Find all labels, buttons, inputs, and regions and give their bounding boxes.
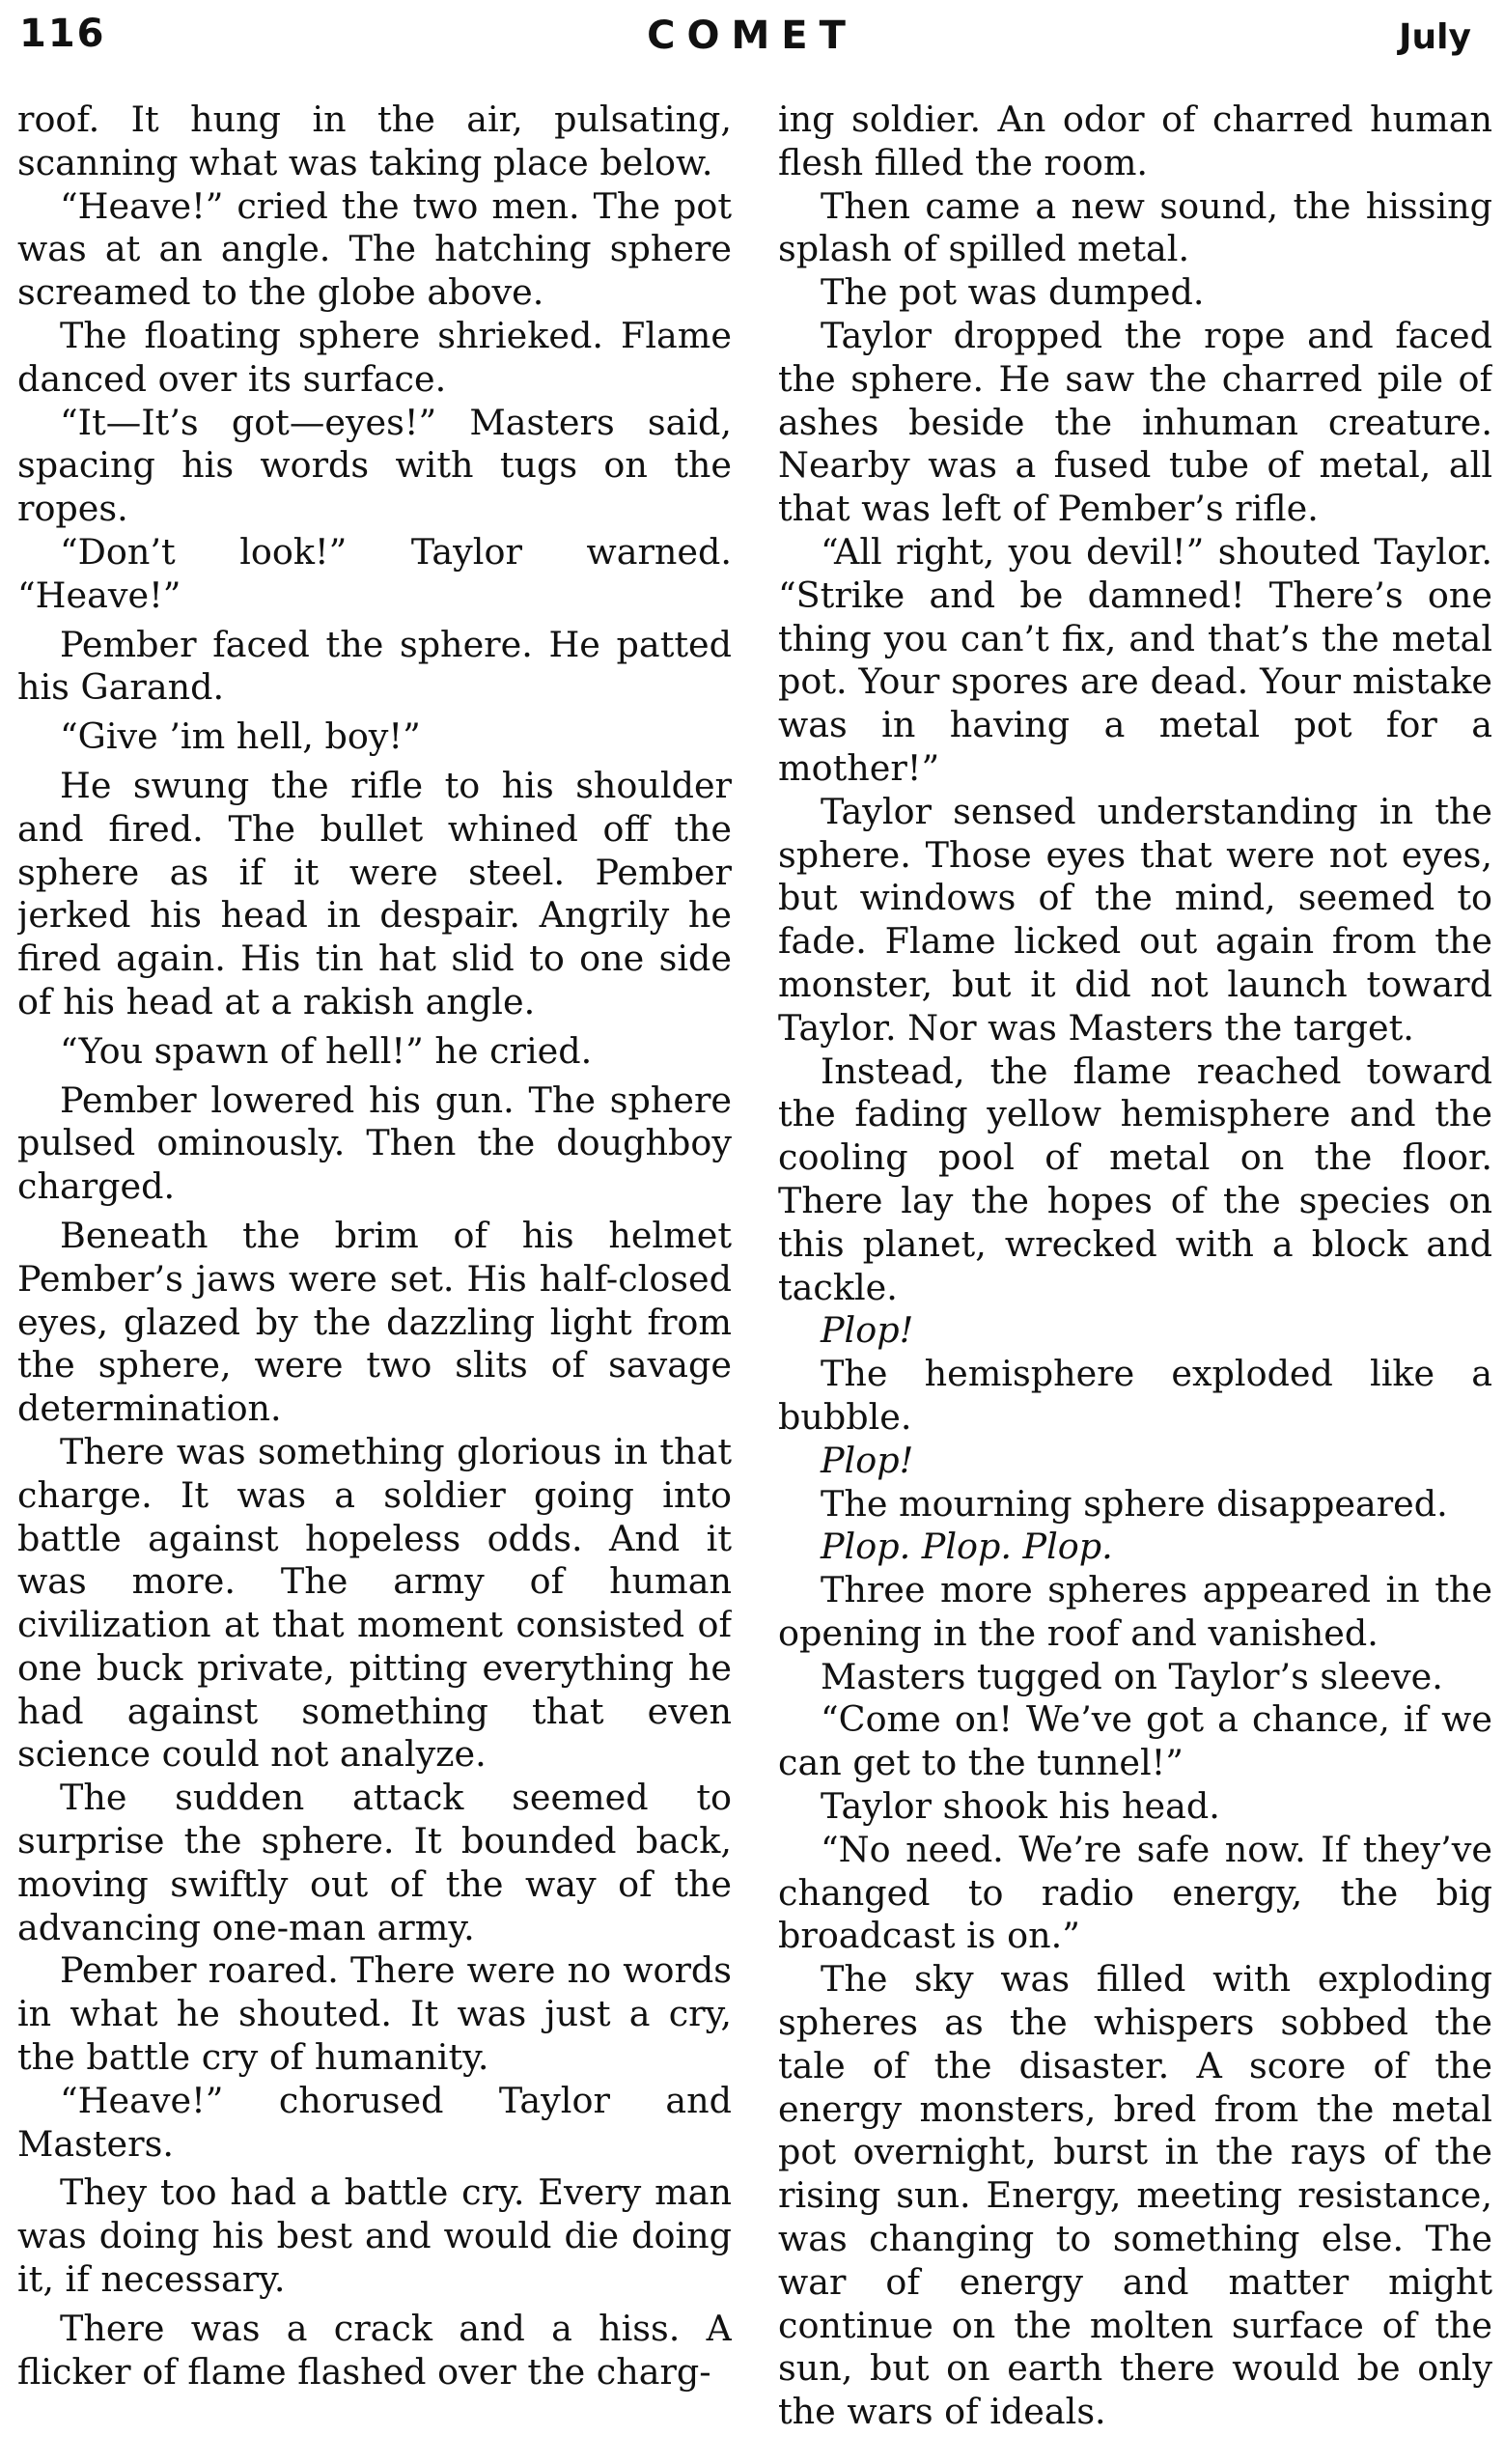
page-header (0, 0, 1504, 87)
paragraph: “It—It’s got—eyes!” Masters said, spacing his words with tugs on the ropes. (17, 401, 732, 530)
paragraph: ing soldier. An odor of charred human flesh filled the room. (778, 98, 1492, 183)
page-number: 116 (19, 12, 106, 56)
magazine-title: COMET (647, 14, 857, 58)
paragraph: Beneath the brim of his helmet Pember’s jaws were set. His half-closed eyes, glazed by the dazzling light from the sphere, were two slits of savage determination. (17, 1214, 732, 1430)
paragraph: “Don’t look!” Taylor warned. “Heave!” (17, 530, 732, 616)
paragraph: The mourning sphere disappeared. (821, 1482, 1448, 1525)
paragraph: The hemisphere exploded like a bubble. (778, 1353, 1492, 1438)
paragraph: Plop. Plop. Plop. (821, 1526, 1113, 1568)
paragraph: “No need. We’re safe now. If they’ve changed to radio energy, the big broadcast is on.” (778, 1828, 1492, 1957)
paragraph: Taylor shook his head. (821, 1785, 1220, 1828)
paragraph: Pember roared. There were no words in what he shouted. It was just a cry, the battle cry of humanity. (17, 1949, 732, 2079)
paragraph: He swung the rifle to his shoulder and fired. The bullet whined off the sphere as if it were steel. Pember jerked his head in despair. Angrily he fired again. His tin hat slid to one side of his head at a rakish angle. (17, 764, 732, 1022)
paragraph: Taylor dropped the rope and faced the sphere. He saw the charred pile of ashes beside the inhuman creature. Nearby was a fused tube of metal, all that was left of Pember’s rifle. (778, 314, 1492, 530)
paragraph: Masters tugged on Taylor’s sleeve. (821, 1655, 1443, 1697)
paragraph: “All right, you devil!” shouted Taylor. “Strike and be damned! There’s one thing you can’t fix, and that’s the metal pot. Your spores are dead. Your mistake was in having a metal pot for a mother!” (778, 530, 1492, 789)
paragraph: “Heave!” cried the two men. The pot was at an angle. The hatching sphere screamed to the globe above. (17, 184, 732, 314)
paragraph: There was something glorious in that charge. It was a soldier going into battle against hopeless odds. And it was more. The army of human civilization at that moment consisted of one buck private, pitting everything he had against something that even science could not analyze. (17, 1430, 732, 1776)
paragraph: They too had a battle cry. Every man was doing his best and would die doing it, if necessary. (17, 2171, 732, 2301)
paragraph: The pot was dumped. (821, 271, 1205, 314)
paragraph: Instead, the flame reached toward the fading yellow hemisphere and the cooling pool of metal on the floor. There lay the hopes of the species on this planet, wrecked with a block and tackle. (778, 1050, 1492, 1308)
paragraph: “You spawn of hell!” he cried. (60, 1029, 593, 1072)
paragraph: The sky was filled with exploding spheres as the whispers sobbed the tale of the disaster. A score of the energy monsters, bred from the metal pot overnight, burst in the rays of the rising sun. Energy, meeting resistance, was changing to something else. The war of energy and matter might continue on the molten surface of the sun, but on earth there would be only the wars of ideals. (778, 1958, 1492, 2433)
right-text-column (778, 98, 1492, 2454)
paragraph: The floating sphere shrieked. Flame danced over its surface. (17, 314, 732, 400)
paragraph: Three more spheres appeared in the opening in the roof and vanished. (778, 1569, 1492, 1654)
paragraph: Pember faced the sphere. He patted his Garand. (17, 623, 732, 709)
paragraph: Then came a new sound, the hissing splash of spilled metal. (778, 184, 1492, 270)
left-text-column (17, 98, 732, 2454)
paragraph: “Come on! We’ve got a chance, if we can get to the tunnel!” (778, 1698, 1492, 1784)
paragraph: There was a crack and a hiss. A flicker of flame flashed over the charg- (17, 2307, 732, 2393)
paragraph: Taylor sensed understanding in the sphere. Those eyes that were not eyes, but windows of the mind, seemed to fade. Flame licked out again from the monster, but it did not launch toward Taylor. Nor was Masters the target. (778, 790, 1492, 1049)
paragraph: Plop! (821, 1309, 914, 1352)
paragraph: The sudden attack seemed to surprise the sphere. It bounded back, moving swiftly out of the way of the advancing one-man army. (17, 1777, 732, 1948)
paragraph: “Heave!” chorused Taylor and Masters. (17, 2079, 732, 2165)
paragraph: roof. It hung in the air, pulsating, scanning what was taking place below. (17, 98, 732, 183)
issue-month: July (1399, 17, 1471, 57)
paragraph: “Give ’im hell, boy!” (60, 715, 421, 758)
paragraph: Pember lowered his gun. The sphere pulsed ominously. Then the doughboy charged. (17, 1078, 732, 1208)
paragraph: Plop! (821, 1439, 914, 1481)
